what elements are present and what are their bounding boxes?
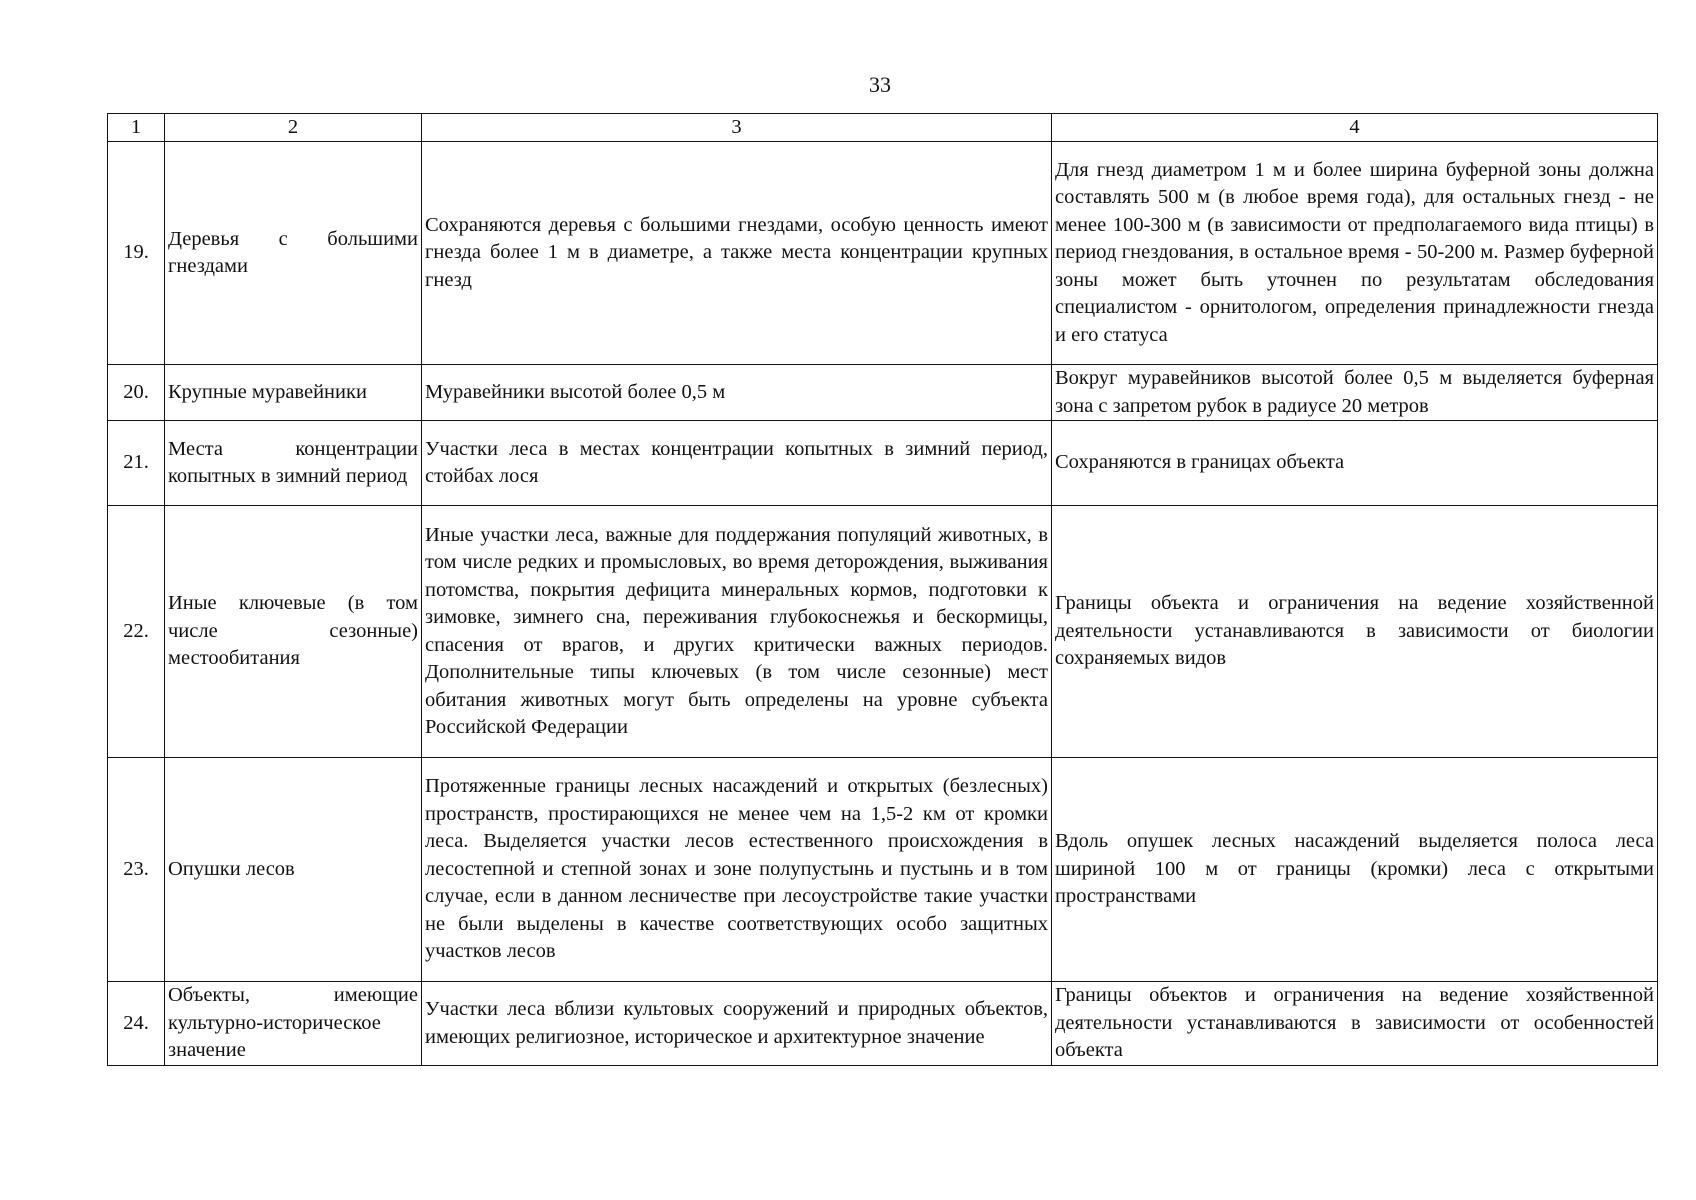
row-number: 23.	[108, 758, 165, 982]
object-name-cell: Деревья с большими гнездами	[165, 142, 422, 365]
measures-cell: Вдоль опушек лесных насаждений выделяется полоса леса шириной 100 м от границы (кромки) леса с открытыми пространствами	[1052, 758, 1658, 982]
table-header-row	[108, 114, 1658, 142]
object-name-cell: Иные ключевые (в том числе сезонные) местообитания	[165, 506, 422, 758]
table-row	[108, 421, 1658, 506]
description-cell: Участки леса в местах концентрации копытных в зимний период, стойбах лося	[422, 421, 1052, 506]
object-name-cell: Объекты, имеющие культурно-историческое значение	[165, 982, 422, 1066]
table-row	[108, 506, 1658, 758]
column-header: 4	[1052, 114, 1658, 142]
description-cell: Сохраняются деревья с большими гнездами, особую ценность имеют гнезда более 1 м в диаметре, а также места концентрации крупных гнезд	[422, 142, 1052, 365]
row-number: 21.	[108, 421, 165, 506]
key-habitats-table	[107, 113, 1658, 1066]
column-header: 1	[108, 114, 165, 142]
description-cell: Иные участки леса, важные для поддержания популяций животных, в том числе редких и промысловых, во время деторождения, выживания потомства, покрытия дефицита минеральных кормов, подготовки к зимовке, зимнего сна, переживания глубокоснежья и бескормицы, спасения от врагов, и других критически важных периодов. Дополнительные типы ключевых (в том числе сезонные) мест обитания животных могут быть определены на уровне субъекта Российской Федерации	[422, 506, 1052, 758]
description-cell: Участки леса вблизи культовых сооружений и природных объектов, имеющих религиозное, историческое и архитектурное значение	[422, 982, 1052, 1066]
object-name-cell: Крупные муравейники	[165, 365, 422, 421]
measures-cell: Для гнезд диаметром 1 м и более ширина буферной зоны должна составлять 500 м (в любое время года), для остальных гнезд - не менее 100-300 м (в зависимости от предполагаемого вида птицы) в период гнездования, в остальное время - 50-200 м. Размер буферной зоны может быть уточнен по результатам обследования специалистом - орнитологом, определения принадлежности гнезда и его статуса	[1052, 142, 1658, 365]
measures-cell: Вокруг муравейников высотой более 0,5 м выделяется буферная зона с запретом рубок в радиусе 20 метров	[1052, 365, 1658, 421]
description-cell: Муравейники высотой более 0,5 м	[422, 365, 1052, 421]
row-number: 22.	[108, 506, 165, 758]
table-row	[108, 365, 1658, 421]
object-name-cell: Опушки лесов	[165, 758, 422, 982]
measures-cell: Границы объекта и ограничения на ведение хозяйственной деятельности устанавливаются в зависимости от биологии сохраняемых видов	[1052, 506, 1658, 758]
page-number: 33	[869, 72, 891, 97]
table-row	[108, 982, 1658, 1066]
measures-cell: Границы объектов и ограничения на ведение хозяйственной деятельности устанавливаются в зависимости от особенностей объекта	[1052, 982, 1658, 1066]
column-header: 3	[422, 114, 1052, 142]
row-number: 19.	[108, 142, 165, 365]
column-header: 2	[165, 114, 422, 142]
row-number: 24.	[108, 982, 165, 1066]
table-row	[108, 758, 1658, 982]
object-name-cell: Места концентрации копытных в зимний период	[165, 421, 422, 506]
table-row	[108, 142, 1658, 365]
measures-cell: Сохраняются в границах объекта	[1052, 421, 1658, 506]
description-cell: Протяженные границы лесных насаждений и открытых (безлесных) пространств, простирающихся не менее чем на 1,5-2 км от кромки леса. Выделяется участки лесов естественного происхождения в лесостепной и степной зонах и зоне полупустынь и пустынь и в том случае, если в данном лесничестве при лесоустройстве такие участки не были выделены в качестве соответствующих особо защитных участков лесов	[422, 758, 1052, 982]
row-number: 20.	[108, 365, 165, 421]
